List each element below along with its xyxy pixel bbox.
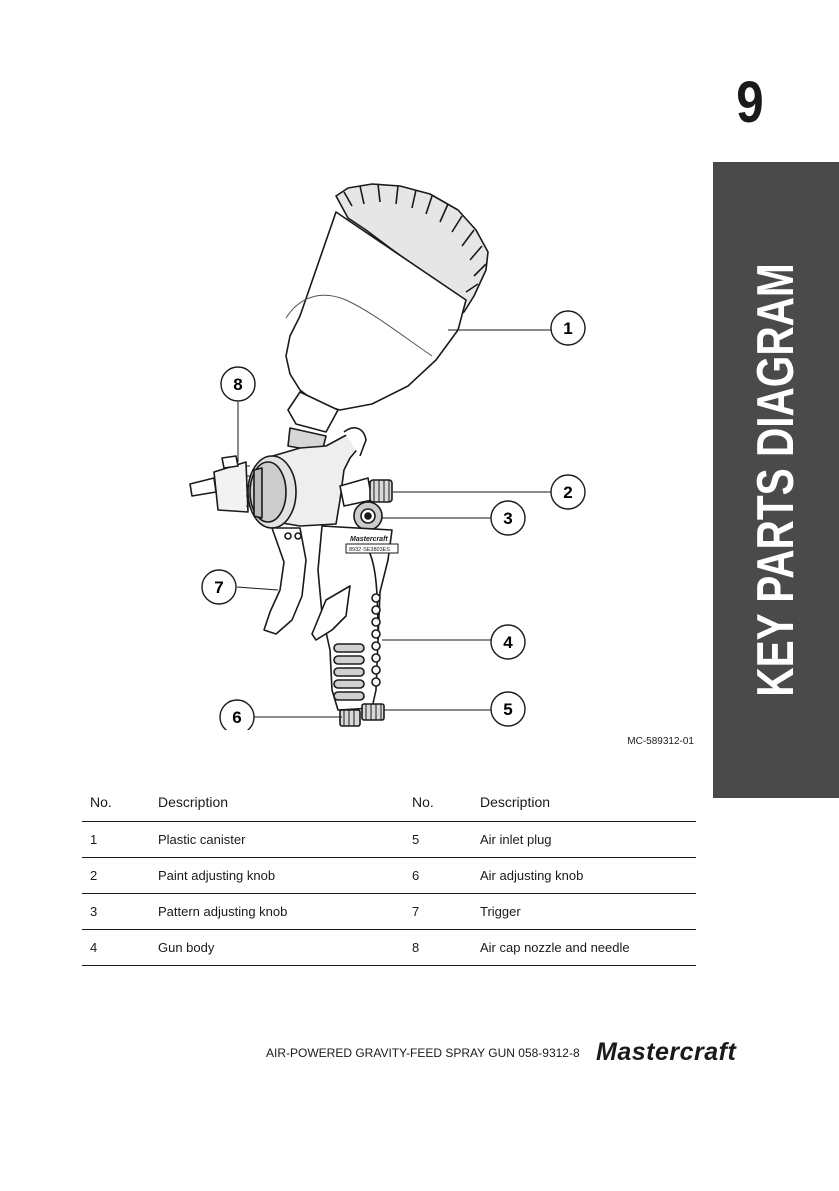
part-no: 1: [82, 822, 150, 858]
part-no: 6: [404, 858, 472, 894]
air-adjusting-knob: [340, 710, 360, 726]
air-inlet-plug: [362, 704, 384, 720]
part-description: Plastic canister: [150, 822, 404, 858]
part-description: Paint adjusting knob: [150, 858, 404, 894]
mastercraft-logo: [594, 1036, 776, 1068]
callout-8: [221, 367, 255, 401]
table-row: [82, 894, 696, 930]
table-row: [82, 930, 696, 966]
handle-grip: [334, 644, 364, 700]
gun-label-model: 8932·SE3803ES: [349, 547, 390, 553]
svg-text:Mastercraft: Mastercraft: [596, 1038, 737, 1066]
part-description: Air cap nozzle and needle: [472, 930, 696, 966]
part-no: 4: [82, 930, 150, 966]
section-tab: [713, 162, 839, 798]
svg-text:8: 8: [233, 375, 243, 394]
svg-text:2: 2: [563, 483, 573, 502]
header-description: Description: [150, 783, 404, 822]
callout-2: [551, 475, 585, 509]
pattern-adjusting-knob: [354, 502, 382, 530]
header-description: Description: [472, 783, 696, 822]
callout-7: [202, 570, 236, 604]
svg-text:3: 3: [503, 509, 513, 528]
section-title: KEY PARTS DIAGRAM: [747, 263, 805, 697]
svg-text:1: 1: [563, 319, 573, 338]
svg-text:6: 6: [232, 708, 242, 727]
part-no: 3: [82, 894, 150, 930]
part-description: Trigger: [472, 894, 696, 930]
svg-text:7: 7: [214, 578, 224, 597]
header-no: No.: [82, 783, 150, 822]
page-number: 9: [736, 70, 764, 135]
callout-5: [491, 692, 525, 726]
header-no: No.: [404, 783, 472, 822]
gun-label-brand: Mastercraft: [350, 536, 388, 543]
callout-4: [491, 625, 525, 659]
table-row: [82, 858, 696, 894]
part-no: 7: [404, 894, 472, 930]
part-description: Air adjusting knob: [472, 858, 696, 894]
callout-3: [491, 501, 525, 535]
part-description: Pattern adjusting knob: [150, 894, 404, 930]
diagram-code: MC-589312-01: [627, 736, 694, 747]
part-description: Gun body: [150, 930, 404, 966]
svg-text:4: 4: [503, 633, 513, 652]
key-parts-table: [82, 783, 696, 966]
callout-6: [220, 700, 254, 730]
table-row: [82, 822, 696, 858]
part-no: 2: [82, 858, 150, 894]
trigger: [264, 528, 306, 634]
footer-product-title: AIR-POWERED GRAVITY-FEED SPRAY GUN 058-9312-8: [266, 1046, 580, 1060]
part-description: Air inlet plug: [472, 822, 696, 858]
spray-gun-diagram: [170, 170, 700, 730]
air-cap-nozzle: [190, 456, 296, 528]
part-no: 5: [404, 822, 472, 858]
table-header-row: [82, 783, 696, 822]
svg-text:5: 5: [503, 700, 513, 719]
callout-1: [551, 311, 585, 345]
part-no: 8: [404, 930, 472, 966]
